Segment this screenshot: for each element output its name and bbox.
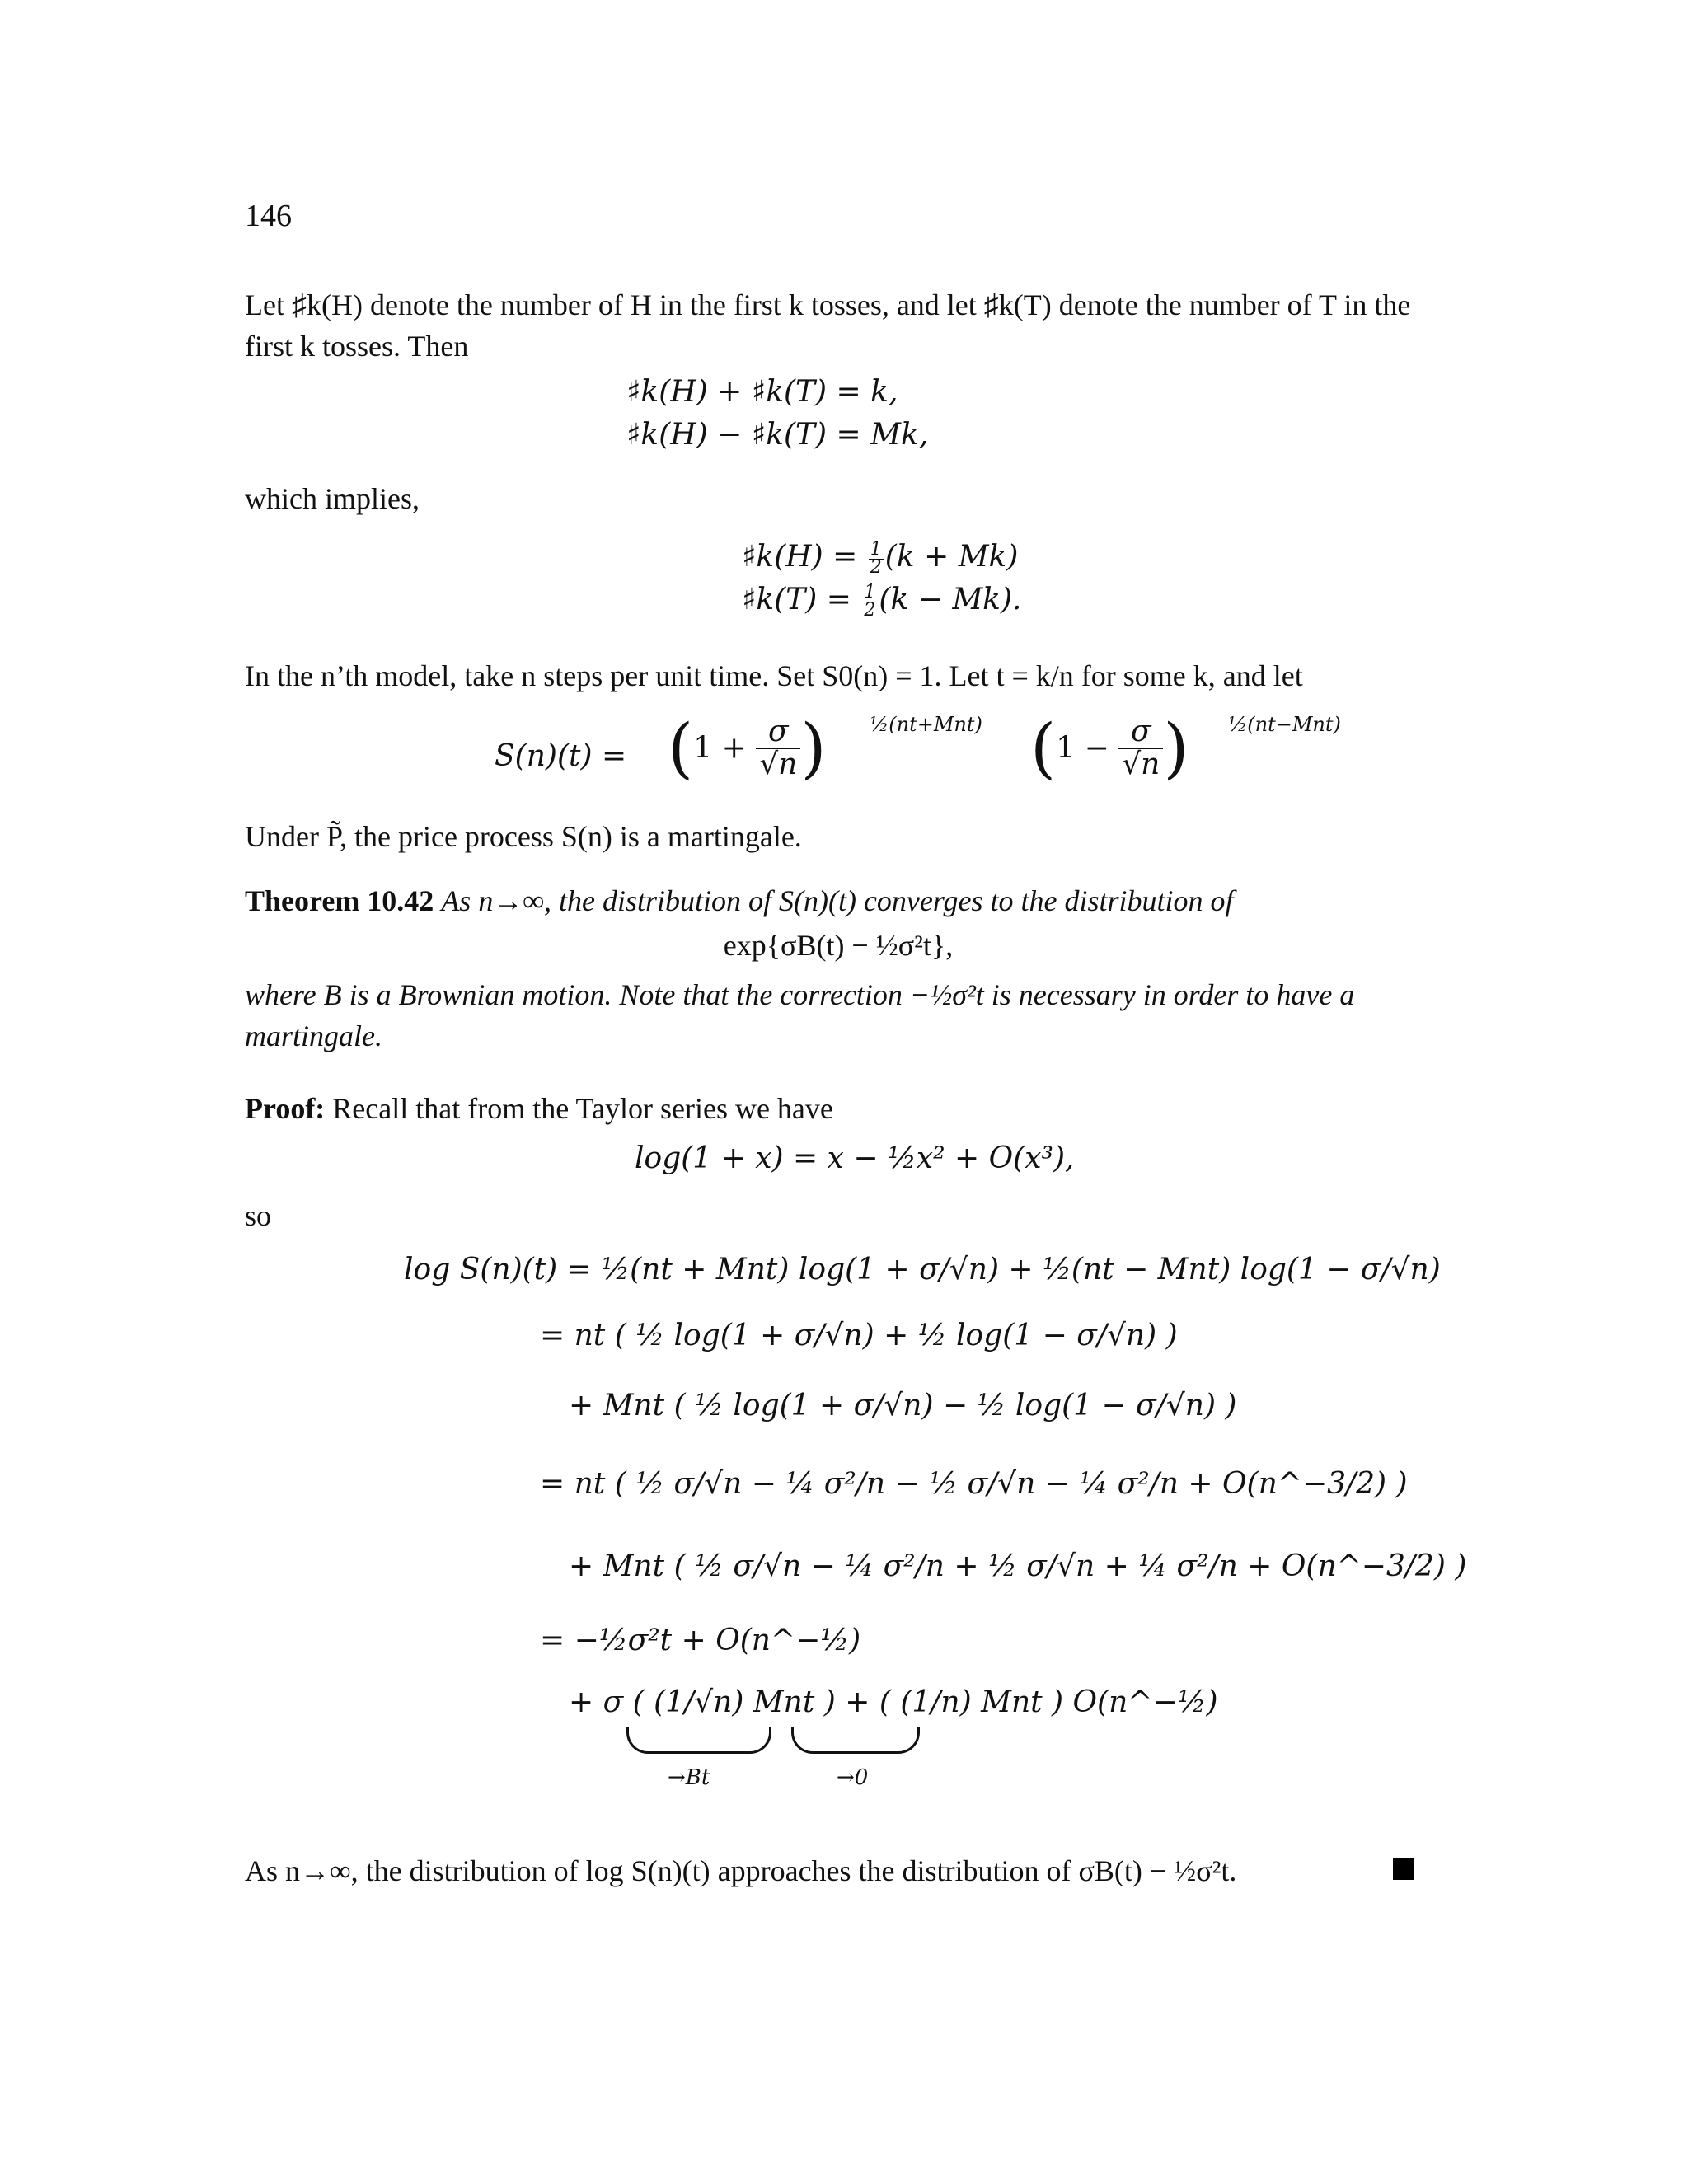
derivation	[404, 1244, 1467, 1821]
qed-square-icon	[1393, 1858, 1414, 1880]
tails-rhs: (k − Mk).	[879, 583, 1022, 616]
intro-line-2: first k tosses. Then	[245, 330, 469, 363]
exponent-plus: ½(nt+Mnt)	[870, 713, 982, 736]
underbrace-brownian-label: →Bt	[668, 1765, 710, 1790]
derivation-line-7: + σ ( (1/√n) Mnt ) + ( (1/n) Mnt ) O(n^−½)	[569, 1685, 1218, 1719]
theorem-line-2: where B is a Brownian motion. Note that the correction −½σ²t is necessary in order to have a	[245, 978, 1355, 1011]
equation-heads	[742, 540, 1018, 576]
proof-intro	[245, 1088, 1432, 1129]
derivation-line-5: + Mnt ( ½ σ/√n − ¼ σ²/n + ½ σ/√n + ¼ σ²/n + O(n^−3/2) )	[569, 1549, 1467, 1583]
derivation-line-1	[404, 1253, 1441, 1286]
implies-text: which implies,	[245, 482, 420, 515]
so-text: so	[245, 1199, 272, 1232]
price-lhs: S(n)(t) =	[495, 739, 627, 773]
theorem-formula: exp{σB(t) − ½σ²t},	[723, 929, 954, 962]
model-text: In the n’th model, take n steps per unit time. Set S0(n) = 1. Let t = k/n for some k, and let	[245, 659, 1303, 692]
theorem-statement: As n→∞, the distribution of S(n)(t) converges to the distribution of	[441, 884, 1234, 917]
price-definition	[495, 709, 1341, 804]
factor-plus: (1 + $\frac{\sigma}{√n}$ )	[668, 709, 827, 786]
theorem-line-1	[245, 880, 1432, 921]
sigma-over-root-n: $\frac{\sigma}{√n}$	[756, 716, 800, 780]
derivation-line-6: = −½σ²t + O(n^−½)	[540, 1624, 861, 1657]
conclusion-text: As n→∞, the distribution of log S(n)(t) approaches the distribution of σB(t) − ½σ²t.	[245, 1854, 1237, 1887]
half-fraction: $\frac{1}{2}$	[870, 538, 882, 578]
theorem-label: Theorem 10.42	[245, 884, 434, 917]
intro-paragraph	[245, 284, 1432, 367]
intro-line-1: Let ♯k(H) denote the number of H in the first k tosses, and let ♯k(T) denote the number of T in the	[245, 288, 1411, 321]
proof-text: Recall that from the Taylor series we have	[332, 1092, 833, 1125]
heads-rhs: (k + Mk)	[884, 540, 1019, 574]
equation-counts-sum: ♯k(H) + ♯k(T) = k,	[626, 375, 898, 409]
half-fraction: $\frac{1}{2}$	[864, 581, 876, 621]
page-number: 146	[245, 199, 292, 233]
derivation-rhs-1: ½(nt + Mnt) log(1 + σ/√n) + ½(nt − Mnt) log(1 − σ/√n)	[601, 1253, 1441, 1286]
taylor-series: log(1 + x) = x − ½x² + O(x³),	[635, 1141, 1075, 1175]
factor-minus: (1 − $\frac{\sigma}{√n}$ )	[1030, 709, 1189, 786]
martingale-text: Under P̃, the price process S(n) is a martingale.	[245, 820, 802, 853]
tails-lhs: ♯k(T) =	[742, 583, 851, 616]
theorem-line-3: martingale.	[245, 1019, 382, 1052]
underbrace-zero-label: →0	[837, 1765, 869, 1790]
exponent-minus: ½(nt−Mnt)	[1228, 713, 1341, 736]
underbrace-brownian	[626, 1727, 771, 1754]
derivation-line-3: + Mnt ( ½ log(1 + σ/√n) − ½ log(1 − σ/√n) )	[569, 1389, 1237, 1422]
equation-counts-diff: ♯k(H) − ♯k(T) = Mk,	[626, 418, 929, 452]
underbrace-zero	[791, 1727, 920, 1754]
theorem	[245, 880, 1432, 1057]
derivation-line-2: = nt ( ½ log(1 + σ/√n) + ½ log(1 − σ/√n) )	[540, 1319, 1178, 1352]
heads-lhs: ♯k(H) =	[742, 540, 858, 574]
sigma-over-root-n: $\frac{\sigma}{√n}$	[1118, 716, 1163, 780]
derivation-line-4: = nt ( ½ σ/√n − ¼ σ²/n − ½ σ/√n − ¼ σ²/n + O(n^−3/2) )	[540, 1467, 1408, 1501]
proof-label: Proof:	[245, 1092, 326, 1125]
derivation-lhs: log S(n)(t) =	[404, 1253, 592, 1286]
equation-tails	[742, 583, 1021, 619]
